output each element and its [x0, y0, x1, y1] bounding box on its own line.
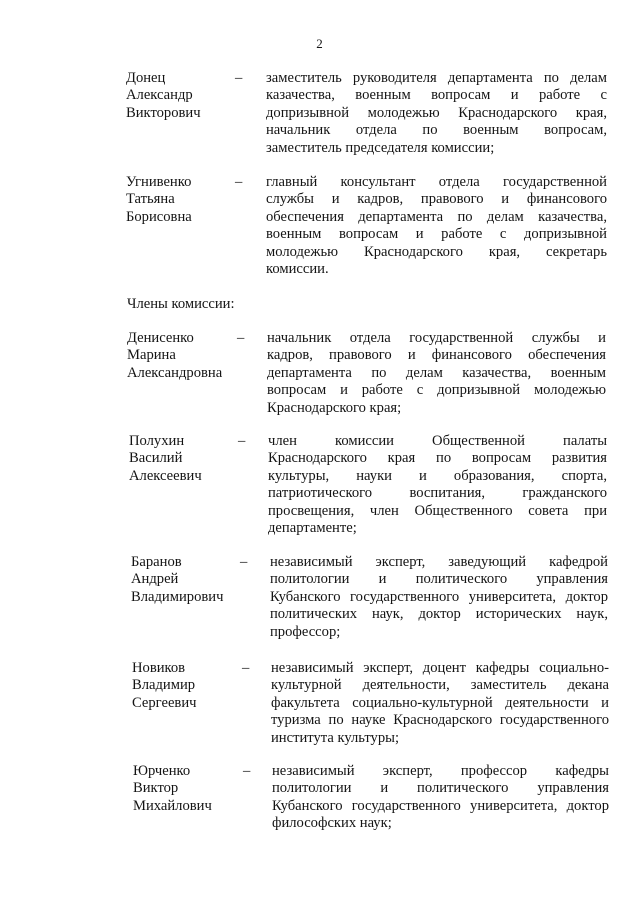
- member-name: Баранов Андрей Владимирович: [131, 554, 224, 605]
- members-heading: Члены комиссии:: [127, 296, 235, 312]
- name-dash: –: [235, 174, 243, 190]
- description-line: института культуры;: [271, 729, 400, 746]
- description-line: просвещения, член Общественного совета при: [268, 502, 607, 519]
- description-line: культурной деятельности, заместитель декана: [271, 677, 609, 694]
- description-line: культуры, науки и образования, спорта,: [268, 467, 607, 484]
- member-name: Юрченко Виктор Михайлович: [133, 763, 212, 814]
- description-line: департаменте;: [268, 520, 357, 537]
- name-dash: –: [238, 433, 246, 449]
- description-line: независимый эксперт, заведующий кафедрой: [270, 554, 608, 570]
- member-description: [271, 660, 609, 747]
- description-line: начальник отдела по военным вопросам,: [266, 122, 607, 139]
- name-dash: –: [235, 70, 243, 86]
- member-description: [268, 433, 607, 537]
- description-line: член комиссии Общественной палаты: [268, 433, 607, 449]
- member-name: Донец Александр Викторович: [126, 70, 201, 121]
- description-line: Краснодарского края;: [267, 399, 402, 416]
- name-dash: –: [240, 554, 248, 570]
- description-line: вопросам и работе с допризывной молодежью: [267, 382, 606, 399]
- description-line: туризма по науке Краснодарского государственного: [271, 712, 609, 729]
- description-line: Кубанского государственного университета, доктор: [270, 588, 608, 605]
- description-line: кадров, правового и финансового обеспечения: [267, 347, 606, 364]
- description-line: комиссии.: [266, 261, 329, 278]
- description-line: обеспечения департамента по делам казачества,: [266, 208, 607, 225]
- description-line: Краснодарского края по вопросам развития: [268, 450, 607, 467]
- member-description: [272, 763, 609, 833]
- description-line: заместитель председателя комиссии;: [266, 139, 495, 156]
- description-line: независимый эксперт, профессор кафедры: [272, 763, 609, 779]
- name-dash: –: [237, 330, 245, 346]
- description-line: Кубанского государственного университета, доктор: [272, 797, 609, 814]
- description-line: политологии и политического управления: [270, 571, 608, 588]
- description-line: главный консультант отдела государственной: [266, 174, 607, 190]
- page-number: 2: [316, 36, 323, 51]
- member-description: [267, 330, 606, 417]
- description-line: профессор;: [270, 623, 341, 640]
- member-name: Денисенко Марина Александровна: [127, 330, 223, 381]
- member-name: Новиков Владимир Сергеевич: [132, 660, 197, 711]
- description-line: молодежью Краснодарского края, секретарь: [266, 243, 607, 260]
- description-line: службы и кадров, правового и финансового: [266, 191, 607, 208]
- member-name: Полухин Василий Алексеевич: [129, 433, 202, 484]
- description-line: казачества, военным вопросам и работе с: [266, 87, 607, 104]
- description-line: заместитель руководителя департамента по делам: [266, 70, 607, 86]
- name-dash: –: [243, 763, 251, 779]
- description-line: патриотического воспитания, гражданского: [268, 485, 607, 502]
- description-line: политических наук, доктор исторических наук,: [270, 606, 608, 623]
- description-line: независимый эксперт, доцент кафедры социально-: [271, 660, 609, 676]
- name-dash: –: [242, 660, 250, 676]
- description-line: допризывной молодежью Краснодарского края,: [266, 104, 607, 121]
- description-line: факультета социально-культурной деятельности и: [271, 694, 609, 711]
- description-line: философских наук;: [272, 815, 392, 832]
- member-description: [270, 554, 608, 641]
- member-description: [266, 174, 607, 278]
- description-line: департамента по делам казачества, военным: [267, 364, 606, 381]
- description-line: военным вопросам и работе с допризывной: [266, 226, 607, 243]
- member-name: Угнивенко Татьяна Борисовна: [126, 174, 192, 225]
- description-line: политологии и политического управления: [272, 780, 609, 797]
- member-description: [266, 70, 607, 157]
- description-line: начальник отдела государственной службы и: [267, 330, 606, 346]
